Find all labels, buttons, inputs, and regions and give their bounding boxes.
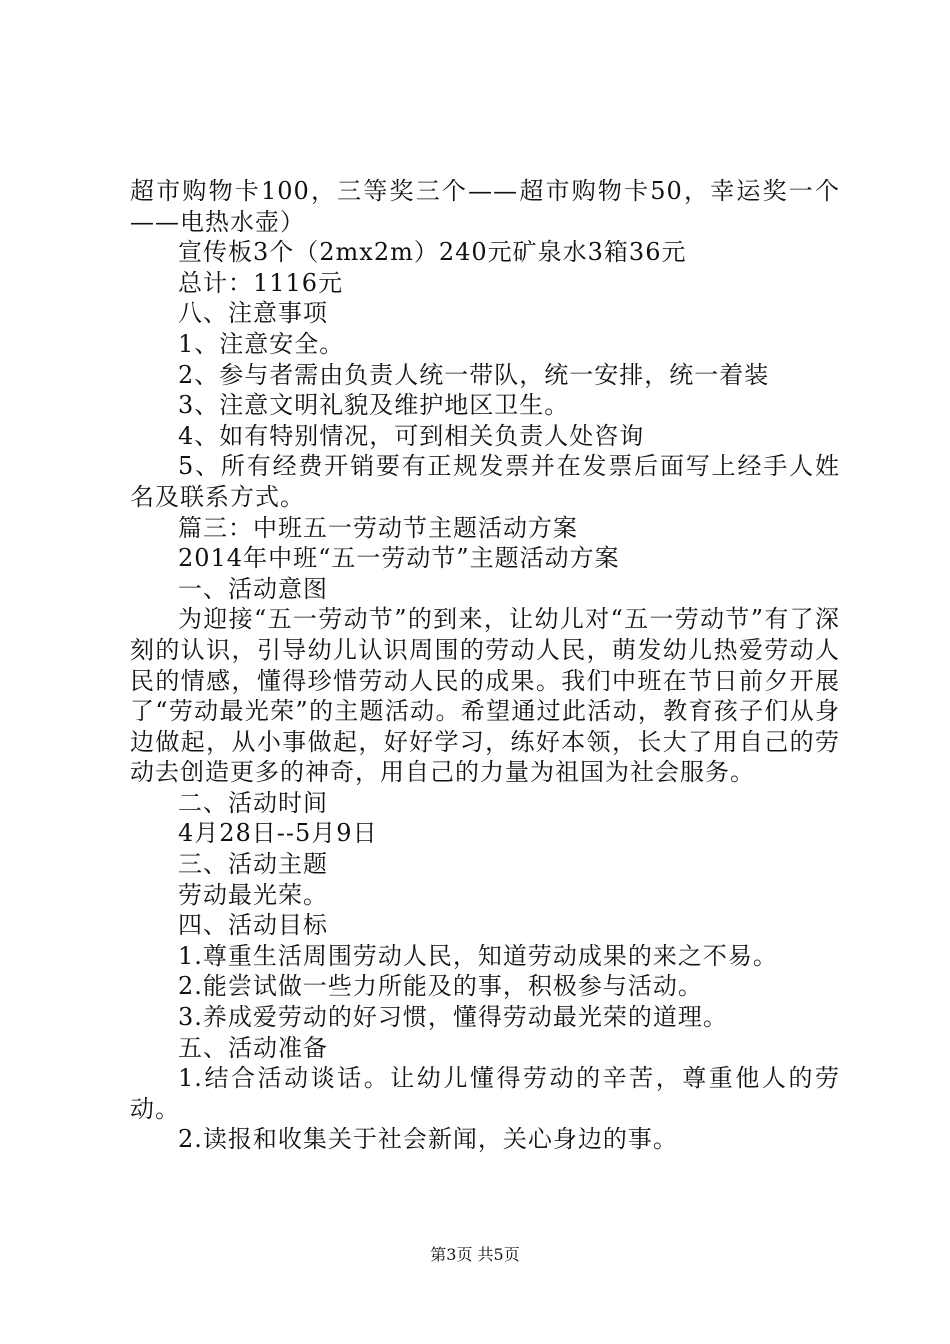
heading-intent: 一、活动意图: [178, 574, 328, 603]
heading-preparation: 五、活动准备: [178, 1033, 328, 1062]
heading-time: 二、活动时间: [178, 788, 328, 817]
paragraph-goal-1: 1.尊重生活周围劳动人民，知道劳动成果的来之不易。: [178, 941, 778, 970]
heading-plan-title: 2014年中班“五一劳动节”主题活动方案: [178, 544, 620, 573]
paragraph-prize-list: 超市购物卡100，三等奖三个——超市购物卡50，幸运奖一个——电热水壶）: [130, 177, 840, 236]
paragraph-time: 4月28日--5月9日: [178, 819, 378, 848]
paragraph-note-1: 1、注意安全。: [178, 329, 345, 358]
paragraph-intent: 为迎接“五一劳动节”的到来，让幼儿对“五一劳动节”有了深刻的认识，引导幼儿认识周围的劳动人民，萌发幼儿热爱劳动人民的情感，懂得珍惜劳动人民的成果。我们中班在节日前夕开展了“劳动最光荣”的主题活动。希望通过此活动，教育孩子们从身边做起，从小事做起，好好学习，练好本领，长大了用自己的劳动去创造更多的神奇，用自己的力量为祖国为社会服务。: [130, 605, 840, 787]
paragraph-note-2: 2、参与者需由负责人统一带队，统一安排，统一着装: [178, 360, 770, 389]
document-body: [130, 176, 840, 1155]
paragraph-goal-2: 2.能尝试做一些力所能及的事，积极参与活动。: [178, 972, 703, 1001]
paragraph-theme: 劳动最光荣。: [178, 880, 328, 909]
paragraph-board-cost: 宣传板3个（2mx2m）240元矿泉水3箱36元: [178, 238, 687, 267]
heading-theme: 三、活动主题: [178, 850, 328, 879]
paragraph-prep-2: 2.读报和收集关于社会新闻，关心身边的事。: [178, 1125, 678, 1154]
paragraph-total: 总计：1116元: [178, 268, 344, 297]
heading-part-three: 篇三：中班五一劳动节主题活动方案: [178, 513, 578, 542]
heading-goals: 四、活动目标: [178, 911, 328, 940]
paragraph-note-4: 4、如有特别情况，可到相关负责人处咨询: [178, 421, 645, 450]
paragraph-prep-1: 1.结合活动谈话。让幼儿懂得劳动的辛苦，尊重他人的劳动。: [130, 1064, 840, 1123]
heading-notes: 八、注意事项: [178, 299, 328, 328]
paragraph-goal-3: 3.养成爱劳动的好习惯，懂得劳动最光荣的道理。: [178, 1003, 728, 1032]
paragraph-note-3: 3、注意文明礼貌及维护地区卫生。: [178, 391, 570, 420]
page-footer: 第3页 共5页: [430, 1245, 520, 1264]
paragraph-note-5: 5、所有经费开销要有正规发票并在发票后面写上经手人姓名及联系方式。: [130, 452, 840, 511]
